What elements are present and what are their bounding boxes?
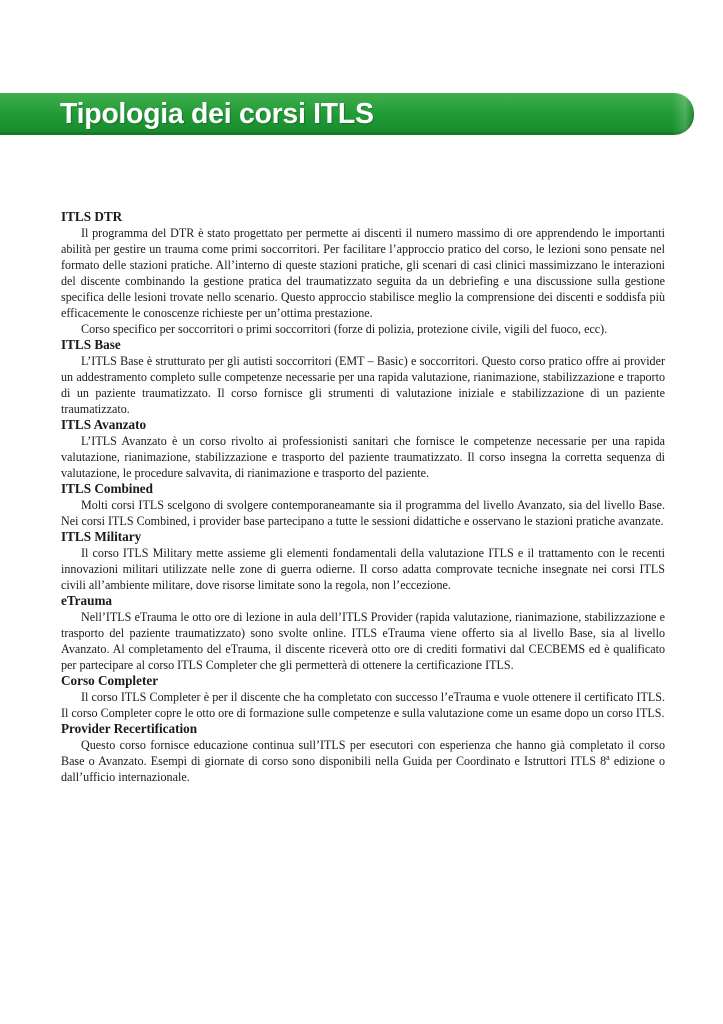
paragraph: Molti corsi ITLS scelgono di svolgere contemporaneamante sia il programma del livello Avanzato, sia del livello Base. Nei corsi ITLS Combined, i provider base partecipano a tutte le sessioni didattiche e osservano le stazioni pratiche avanzate. — [61, 498, 665, 528]
section-itls-dtr — [61, 209, 665, 337]
paragraph: L’ITLS Avanzato è un corso rivolto ai professionisti sanitari che fornisce le competenze necessarie per una rapida valutazione, rianimazione, stabilizzazione e trasporto del paziente traumatizzato. Il corso insegna la corretta sequenza di valutazione, le procedure salvavita, di rianimazione e trasporto del paziente. — [61, 434, 665, 480]
page-title: Tipologia dei corsi ITLS — [60, 98, 374, 130]
section-heading: Corso Completer — [61, 673, 159, 688]
paragraph-text: edizione o dall’ufficio internazionale. — [61, 754, 665, 784]
section-heading: ITLS Avanzato — [61, 417, 147, 432]
section-corso-completer — [61, 673, 665, 721]
section-heading: Provider Recertification — [61, 721, 198, 736]
section-itls-avanzato — [61, 417, 665, 481]
section-itls-military — [61, 529, 665, 593]
paragraph: Corso specifico per soccorritori o primi soccorritori (forze di polizia, protezione civile, vigili del fuoco, ecc). — [81, 322, 608, 336]
banner-edge — [672, 93, 694, 135]
paragraph: Il programma del DTR è stato progettato per permette ai discenti il numero massimo di ore apprendendo le importanti abilità per gestire un trauma come primi soccorritori. Per facilitare l’approccio pratico del corso, le lezioni sono pensate nel formato delle stazioni pratiche. All’interno di queste stazioni pratiche, gli scenari di casi clinici massimizzano le interazioni del discente combinando la gestione pratica del traumatizzato seguita da un debriefing e una discussione sulla gestione specifica delle lesioni trovate nello scenario. Questo approccio stabilisce meglio la comprensione dei discenti e soddisfa più efficacemente le conoscenze richieste per un’ottima prestazione. — [61, 226, 665, 320]
superscript-ordinal: a — [606, 752, 610, 762]
section-itls-combined — [61, 481, 665, 529]
section-heading: eTrauma — [61, 593, 113, 608]
section-heading: ITLS DTR — [61, 209, 123, 224]
section-heading: ITLS Military — [61, 529, 142, 544]
section-itls-base — [61, 337, 665, 417]
paragraph: Nell’ITLS eTrauma le otto ore di lezione in aula dell’ITLS Provider (rapida valutazione, rianimazione, stabilizzazione e trasporto del paziente traumatizzato) sono svolte online. ITLS eTrauma viene offerto sia al livello Base, sia al livello Avanzato. Al completamento del eTrauma, il discente riceverà otto ore di crediti formativi dal CECBEMS ed è qualificato per partecipare al corso ITLS Completer che gli permetterà di ottenere la certificazione ITLS. — [61, 610, 665, 672]
paragraph: L’ITLS Base è strutturato per gli autisti soccorritori (EMT – Basic) e soccorritori. Questo corso pratico offre ai provider un addestramento completo sulle competenze necessarie per una rapida valutazione, rianimazione, stabilizzazione e traporto di un paziente traumatizzato. Il corso fornisce gli strumenti di valutazione iniziale e stabilizzazione di un paziente traumatizzato. — [61, 354, 665, 416]
section-etrauma — [61, 593, 665, 673]
document-body — [61, 209, 665, 785]
paragraph: Il corso ITLS Military mette assieme gli elementi fondamentali della valutazione ITLS e il trattamento con le recenti innovazioni militari utilizzate nelle zone di guerra odierne. Il corso adatta comprovate tecniche insegnate nei corsi ITLS civili all’ambiente militare, dove risorse limitate sono la regola, non l’eccezione. — [61, 546, 665, 592]
section-heading: ITLS Base — [61, 337, 121, 352]
section-heading: ITLS Combined — [61, 481, 153, 496]
section-provider-recertification — [61, 721, 665, 785]
paragraph: Il corso ITLS Completer è per il discente che ha completato con successo l’eTrauma e vuole ottenere il certificato ITLS. Il corso Completer copre le otto ore di formazione sulle competenze e sulla valutazione come un esame dopo un corso ITLS. — [61, 690, 665, 720]
paragraph-text: Questo corso fornisce educazione continua sull’ITLS per esecutori con esperienza che hanno già completato il corso Base o Avanzato. Esempi di giornate di corso sono disponibili nella Guida per Coordinato e Istruttori ITLS 8 — [61, 738, 665, 768]
paragraph — [61, 737, 665, 785]
